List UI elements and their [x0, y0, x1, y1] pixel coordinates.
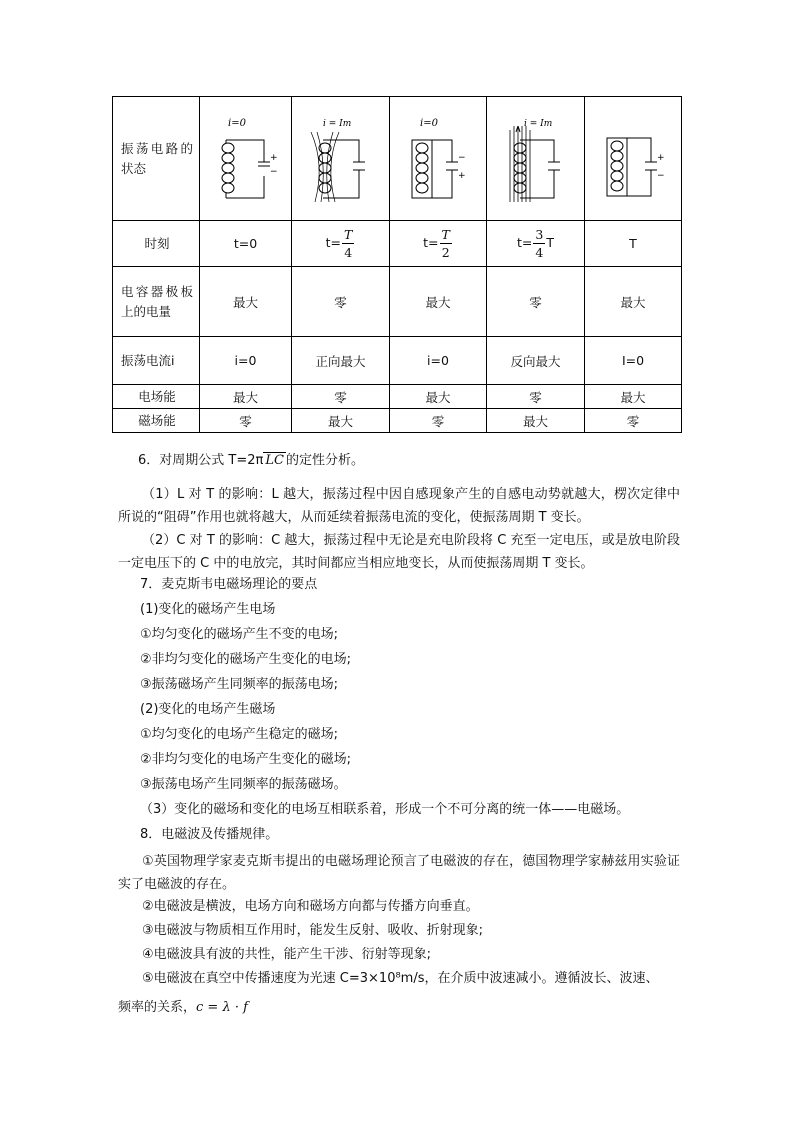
- electric-cell-4: 最大: [585, 385, 682, 409]
- lc-circuit-diagram-t-quarter: [301, 114, 381, 204]
- charge-cell-1: 零: [292, 267, 390, 337]
- section-8-item-1: ①英国物理学家麦克斯韦提出的电磁场理论预言了电磁波的存在，德国物理学家赫兹用实验证实了电磁波的存在。: [118, 854, 680, 892]
- time-frac-num-1: T: [344, 227, 353, 242]
- row-time: [113, 221, 682, 267]
- time-fraction-2: [440, 226, 452, 261]
- svg-text:−: −: [269, 166, 278, 177]
- row-magnetic-energy: [113, 409, 682, 433]
- electric-cell-3: 零: [487, 385, 585, 409]
- wave-formula: c = λ · f: [196, 1000, 248, 1015]
- section-8-item-4: ④电磁波具有波的共性，能产生干涉、衍射等现象;: [142, 947, 432, 962]
- time-prefix-2: t=: [423, 235, 439, 250]
- section-6-title: [118, 452, 680, 470]
- section-7-title: 7．麦克斯韦电磁场理论的要点: [140, 577, 318, 592]
- section-8-item-5-line-2: [118, 999, 680, 1017]
- circuit-cell-3: [487, 97, 585, 221]
- lc-circuit-diagram-t-three-quarter: [496, 114, 576, 204]
- svg-text:+: +: [458, 170, 466, 181]
- circuit-label-0: i=0: [227, 117, 246, 129]
- oscillation-table: [112, 96, 682, 433]
- magnetic-cell-2: 零: [390, 409, 487, 433]
- row-header-current: [113, 337, 200, 385]
- section-7-a3: ③振荡磁场产生同频率的振荡电场;: [140, 677, 339, 692]
- section-8-item-3: ③电磁波与物质相互作用时，能发生反射、吸收、折射现象;: [142, 923, 484, 938]
- section-7-b2: ②非均匀变化的电场产生变化的磁场;: [140, 752, 352, 767]
- time-cell-0: t=0: [200, 221, 292, 267]
- row-circuit-state: [113, 97, 682, 221]
- lc-circuit-diagram-t-half: [398, 114, 478, 204]
- section-8-title: 8．电磁波及传播规律。: [140, 827, 279, 842]
- section-7-c: （3）变化的磁场和变化的电场互相联系着，形成一个不可分离的统一体——电磁场。: [140, 802, 630, 817]
- time-fraction-1: [342, 226, 354, 261]
- row-header-charge: [113, 267, 200, 337]
- section-6-sqrt: LC: [265, 453, 284, 468]
- circuit-cell-1: [292, 97, 390, 221]
- time-cell-4: T: [585, 221, 682, 267]
- svg-text:−: −: [458, 152, 466, 163]
- lc-circuit-diagram-t0: [206, 114, 286, 204]
- current-cell-3: 反向最大: [487, 337, 585, 385]
- section-8-item-5-text: 频率的关系，: [118, 1000, 197, 1015]
- circuit-cell-4: [585, 97, 682, 221]
- section-8-item-5-line-1: ⑤电磁波在真空中传播速度为光速 C=3×10⁸m/s，在介质中波速减小。遵循波长、波速、: [142, 971, 659, 986]
- electric-cell-2: 最大: [390, 385, 487, 409]
- time-frac-den-1: 4: [344, 245, 353, 260]
- row-header-charge-text: 电容器极板上的电量: [121, 283, 193, 319]
- charge-cell-0: 最大: [200, 267, 292, 337]
- charge-cell-4: 最大: [585, 267, 682, 337]
- circuit-label-2: i=0: [420, 117, 438, 129]
- section-7-a: (1)变化的磁场产生电场: [140, 602, 276, 617]
- row-header-time: [113, 221, 200, 267]
- row-header-state: [113, 97, 200, 221]
- magnetic-cell-4: 零: [585, 409, 682, 433]
- charge-cell-2: 最大: [390, 267, 487, 337]
- row-current: [113, 337, 682, 385]
- row-charge: [113, 267, 682, 337]
- time-cell-3: [487, 221, 585, 267]
- charge-cell-3: 零: [487, 267, 585, 337]
- section-7-a1: ①均匀变化的磁场产生不变的电场;: [140, 627, 339, 642]
- lc-circuit-diagram-t-full: [593, 114, 673, 204]
- svg-text:+: +: [657, 152, 665, 163]
- magnetic-cell-0: 零: [200, 409, 292, 433]
- section-7-a2: ②非均匀变化的磁场产生变化的电场;: [140, 652, 352, 667]
- row-header-electric-text: 电场能: [138, 388, 176, 404]
- section-8-item-2: ②电磁波是横波，电场方向和磁场方向都与传播方向垂直。: [142, 899, 479, 914]
- row-header-state-text: 振荡电路的状态: [121, 140, 193, 176]
- time-cell-1: [292, 221, 390, 267]
- circuit-label-1: i = Im: [322, 118, 351, 129]
- section-6-paragraph-2: （2）C 对 T 的影响：C 越大，振荡过程中无论是充电阶段将 C 充至一定电压，或是放电阶段一定电压下的 C 中的电放完，其时间都应当相应地变长，从而使振荡周期 T 变长。: [118, 533, 680, 571]
- time-frac-den-2: 2: [441, 245, 450, 260]
- section-6-paragraph-1: （1）L 对 T 的影响：L 越大，振荡过程中因自感现象产生的自感电动势就越大，楞次定律中所说的“阻碍”作用也就将越大，从而延续着振荡电流的变化，使振荡周期 T 变长。: [118, 487, 680, 525]
- electric-cell-0: 最大: [200, 385, 292, 409]
- row-header-magnetic: [113, 409, 200, 433]
- circuit-cell-0: [200, 97, 292, 221]
- current-cell-1: 正向最大: [292, 337, 390, 385]
- current-cell-0: i=0: [200, 337, 292, 385]
- section-7-b3: ③振荡电场产生同频率的振荡磁场。: [140, 777, 347, 792]
- section-6-title-post: 的定性分析。: [285, 453, 364, 468]
- magnetic-cell-3: 最大: [487, 409, 585, 433]
- row-electric-energy: [113, 385, 682, 409]
- time-suffix-3: T: [546, 235, 554, 250]
- circuit-label-3: i = Im: [523, 118, 552, 129]
- row-header-time-text: 时刻: [144, 235, 170, 251]
- magnetic-cell-1: 最大: [292, 409, 390, 433]
- section-6-title-pre: 6．对周期公式 T=2π: [138, 453, 264, 468]
- time-prefix-3: t=: [517, 235, 533, 250]
- current-cell-2: i=0: [390, 337, 487, 385]
- time-cell-2: [390, 221, 487, 267]
- time-prefix-1: t=: [325, 235, 342, 250]
- current-cell-4: I=0: [585, 337, 682, 385]
- time-fraction-3: [533, 226, 545, 261]
- svg-text:+: +: [269, 152, 278, 163]
- circuit-cell-2: [390, 97, 487, 221]
- row-header-magnetic-text: 磁场能: [138, 412, 176, 428]
- electric-cell-1: 零: [292, 385, 390, 409]
- row-header-current-text: 振荡电流i: [121, 352, 175, 368]
- section-7-b: (2)变化的电场产生磁场: [140, 702, 276, 717]
- time-frac-num-3: 3: [535, 227, 544, 242]
- row-header-electric: [113, 385, 200, 409]
- svg-text:−: −: [657, 170, 665, 181]
- time-frac-num-2: T: [441, 227, 450, 242]
- section-7-b1: ①均匀变化的电场产生稳定的磁场;: [140, 727, 339, 742]
- time-frac-den-3: 4: [535, 245, 544, 260]
